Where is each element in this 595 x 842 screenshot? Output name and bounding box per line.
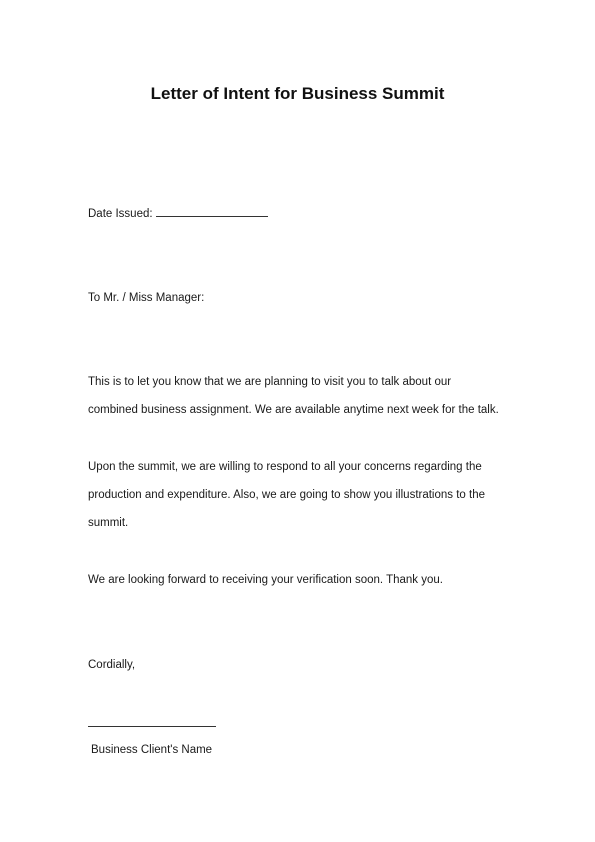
paragraph-1-line-2: combined business assignment. We are available anytime next week for the talk.	[88, 404, 499, 416]
signature-line	[88, 726, 216, 727]
signature-name: Business Client's Name	[91, 744, 213, 756]
date-blank-field	[156, 206, 268, 217]
closing: Cordially,	[88, 659, 136, 671]
paragraph-2-line-3: summit.	[88, 517, 129, 529]
paragraph-3: We are looking forward to receiving your verification soon. Thank you.	[88, 574, 443, 586]
salutation: To Mr. / Miss Manager:	[88, 292, 205, 304]
paragraph-2-line-1: Upon the summit, we are willing to respond to all your concerns regarding the	[88, 461, 482, 473]
date-issued-label: Date Issued:	[88, 208, 153, 220]
date-issued-line	[88, 206, 268, 220]
paragraph-2-line-2: production and expenditure. Also, we are going to show you illustrations to the	[88, 489, 485, 501]
document-title: Letter of Intent for Business Summit	[150, 84, 445, 103]
paragraph-1-line-1: This is to let you know that we are planning to visit you to talk about our	[88, 376, 452, 388]
